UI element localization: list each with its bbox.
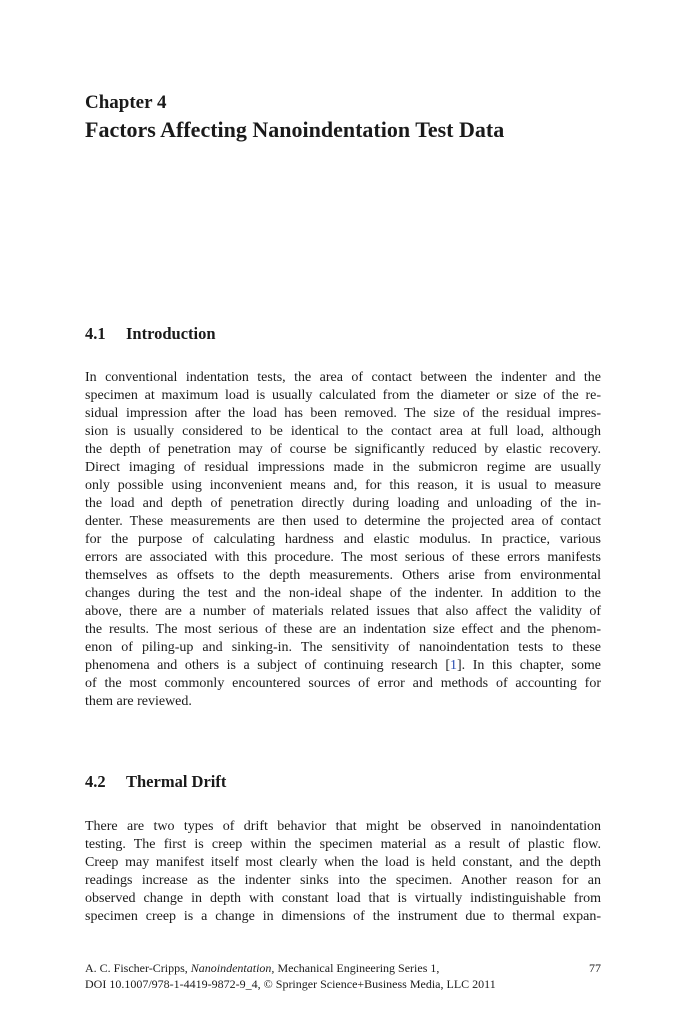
section-number: 4.2 bbox=[85, 772, 106, 791]
footer-book-title: Nanoindentation, bbox=[190, 961, 275, 975]
text-line: specimen creep is a change in dimensions of the instrument due to thermal expan- bbox=[85, 909, 601, 924]
page bbox=[85, 0, 601, 1036]
text-line: changes during the test and the non-ideal shape of the indenter. In addition to the bbox=[85, 586, 601, 601]
footer-series: Mechanical Engineering Series 1, bbox=[277, 961, 440, 975]
footer-author: A. C. Fischer-Cripps, bbox=[85, 961, 188, 975]
page-footer bbox=[85, 960, 601, 992]
text-fragment: ]. In this chapter, some bbox=[457, 658, 601, 673]
text-fragment: phenomena and others is a subject of continuing research [ bbox=[85, 658, 451, 673]
text-line: the depth of penetration may of course be significantly reduced by elastic recovery. bbox=[85, 442, 601, 457]
text-line: readings increase as the indenter sinks into the specimen. Another reason for an bbox=[85, 873, 601, 888]
text-line: them are reviewed. bbox=[85, 694, 192, 709]
section-heading-thermal-drift bbox=[85, 772, 226, 792]
chapter-title: Factors Affecting Nanoindentation Test Data bbox=[85, 117, 505, 142]
chapter-label: Chapter 4 bbox=[85, 92, 167, 113]
text-line: In conventional indentation tests, the area of contact between the indenter and the bbox=[85, 370, 601, 385]
text-line: the load and depth of penetration directly during loading and unloading of the in- bbox=[85, 496, 601, 511]
text-line: the results. The most serious of these are an indentation size effect and the phenom- bbox=[85, 622, 601, 637]
citation-link[interactable]: 1 bbox=[450, 658, 458, 673]
text-line: of the most commonly encountered sources of error and methods of accounting for bbox=[85, 676, 601, 691]
thermal-drift-paragraph bbox=[85, 818, 601, 926]
text-line: specimen at maximum load is usually calculated from the diameter or size of the re- bbox=[85, 388, 601, 403]
text-line: observed change in depth with constant load that is virtually indistinguishable from bbox=[85, 891, 601, 906]
text-line: Creep may manifest itself most clearly when the load is held constant, and the depth bbox=[85, 855, 601, 870]
text-line-with-citation bbox=[85, 657, 601, 675]
text-line: above, there are a number of materials related issues that also affect the validity of bbox=[85, 604, 601, 619]
text-line: There are two types of drift behavior that might be observed in nanoindentation bbox=[85, 819, 601, 834]
introduction-paragraph bbox=[85, 369, 601, 711]
footer-citation-line bbox=[85, 960, 601, 976]
text-line: themselves as offsets to the depth measurements. Others arise from environmental bbox=[85, 568, 601, 583]
text-line: only possible using inconvenient means and, for this reason, it is usual to measure bbox=[85, 478, 601, 493]
section-title: Thermal Drift bbox=[126, 772, 227, 791]
text-line: enon of piling-up and sinking-in. The sensitivity of nanoindentation tests to these bbox=[85, 640, 601, 655]
text-line: testing. The first is creep within the specimen material as a result of plastic flow. bbox=[85, 837, 601, 852]
text-line: Direct imaging of residual impressions made in the submicron regime are usually bbox=[85, 460, 601, 475]
text-line: sidual impression after the load has been removed. The size of the residual impres- bbox=[85, 406, 601, 421]
section-title: Introduction bbox=[126, 324, 216, 343]
footer-doi: DOI 10.1007/978-1-4419-9872-9_4, © Springer Science+Business Media, LLC 2011 bbox=[85, 977, 496, 991]
section-heading-introduction bbox=[85, 324, 216, 344]
section-number: 4.1 bbox=[85, 324, 106, 343]
page-number: 77 bbox=[589, 961, 601, 975]
text-line: for the purpose of calculating hardness and elastic modulus. In practice, various bbox=[85, 532, 601, 547]
text-line: sion is usually considered to be identical to the contact area at full load, although bbox=[85, 424, 601, 439]
text-line: errors are associated with this procedure. The most serious of these errors manifests bbox=[85, 550, 601, 565]
text-line: denter. These measurements are then used to determine the projected area of contact bbox=[85, 514, 601, 529]
